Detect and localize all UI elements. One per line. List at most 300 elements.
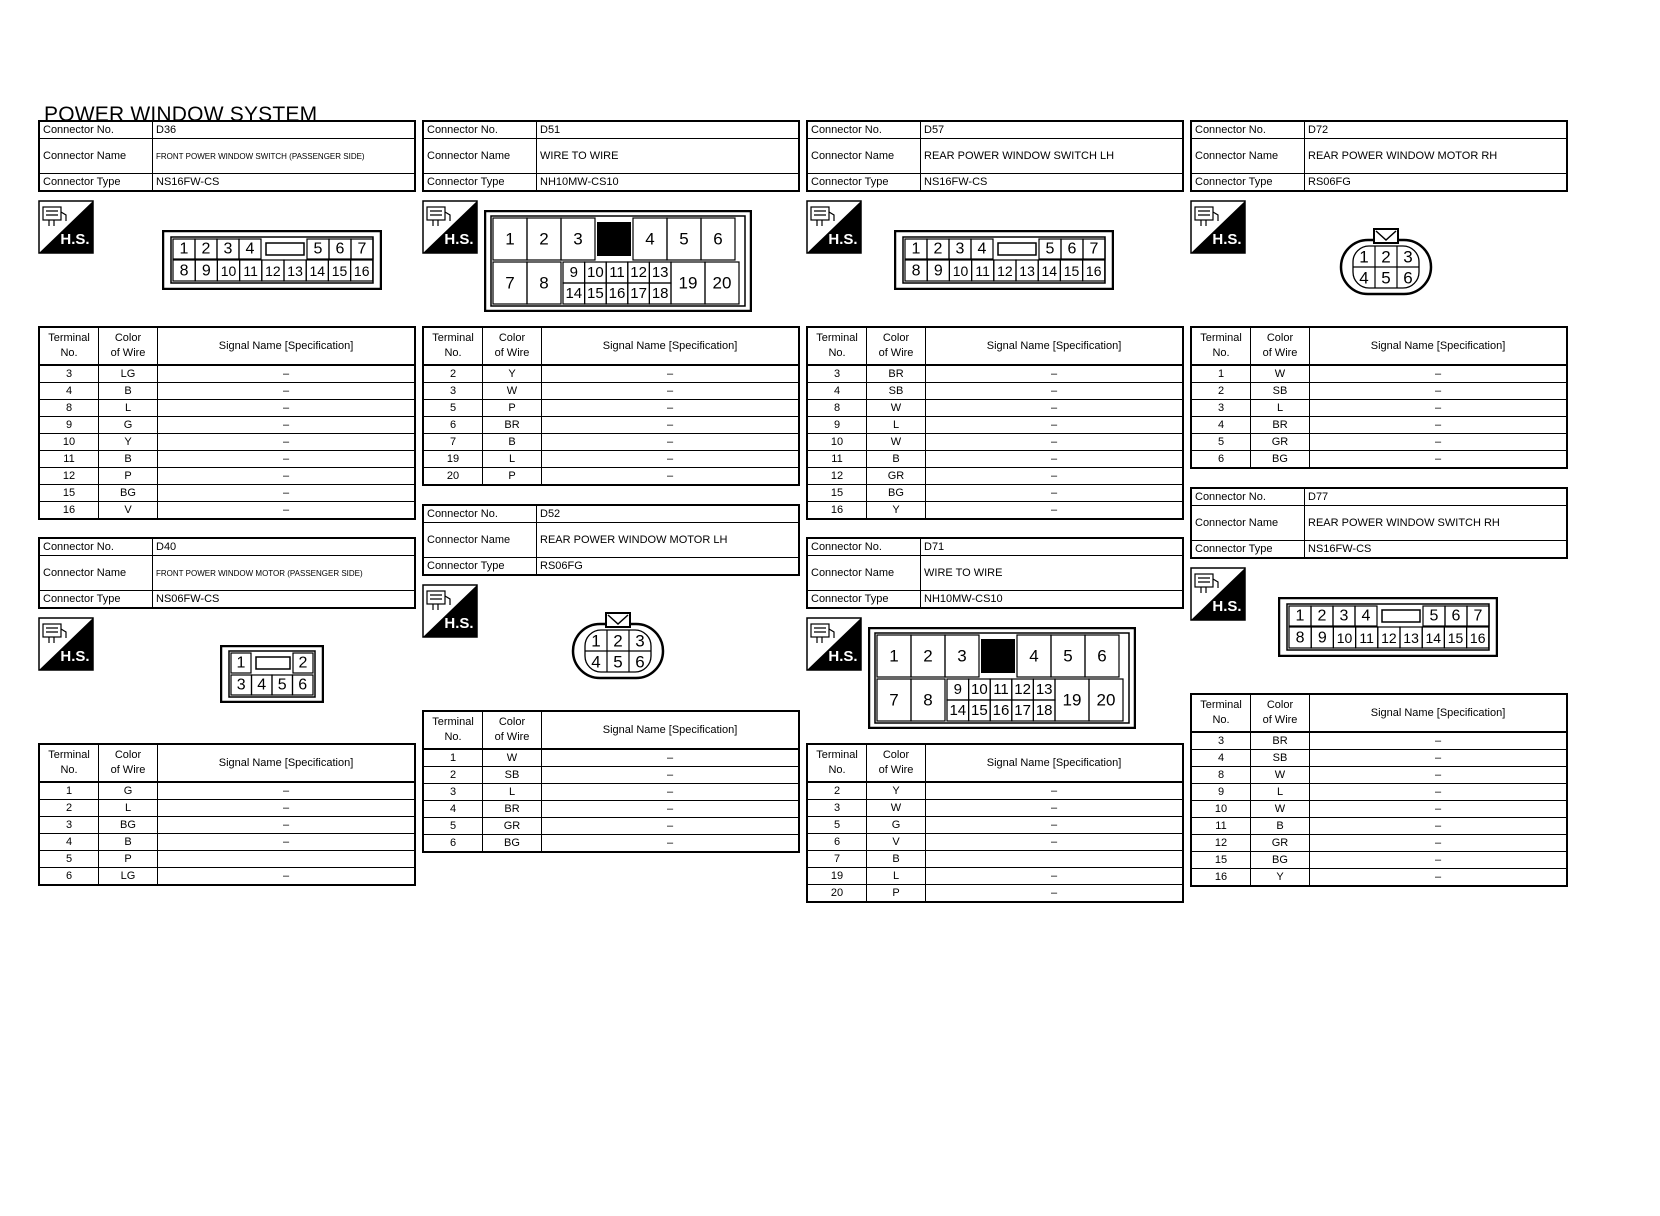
signal-name-header: Signal Name [Specification] xyxy=(542,711,800,749)
pin-number: 13 xyxy=(1035,681,1053,698)
table-row xyxy=(807,417,1183,434)
hs-label: H.S. xyxy=(444,231,474,248)
terminal-table xyxy=(806,326,1184,520)
wire-color: G xyxy=(867,817,926,834)
connector-no-value: D71 xyxy=(921,538,1184,556)
harness-connector-icon xyxy=(806,200,862,254)
connector-face-ns06 xyxy=(220,645,324,703)
signal-name: – xyxy=(1310,383,1568,400)
connector-no-label: Connector No. xyxy=(39,121,153,139)
terminal-no: 7 xyxy=(423,434,483,451)
table-row xyxy=(1191,400,1567,417)
terminal-no: 3 xyxy=(807,800,867,817)
terminal-no: 4 xyxy=(423,801,483,818)
page-title: POWER WINDOW SYSTEM xyxy=(44,103,318,126)
pin-number: 6 xyxy=(1097,646,1107,666)
signal-name: – xyxy=(158,400,416,417)
terminal-no-header: Terminal No. xyxy=(1191,694,1251,732)
terminal-no: 11 xyxy=(39,451,99,468)
terminal-no: 8 xyxy=(1191,767,1251,784)
terminal-no: 3 xyxy=(423,784,483,801)
pin-number: 19 xyxy=(678,273,698,293)
table-row xyxy=(39,834,415,851)
pin-number: 1 xyxy=(889,646,899,666)
pin-number: 7 xyxy=(1089,240,1099,258)
wire-color: V xyxy=(867,834,926,851)
terminal-no: 20 xyxy=(423,468,483,486)
table-row xyxy=(1191,451,1567,469)
wire-color: L xyxy=(483,451,542,468)
terminal-no: 1 xyxy=(423,749,483,767)
table-row xyxy=(423,451,799,468)
signal-name: – xyxy=(926,417,1184,434)
harness-connector-icon xyxy=(806,617,862,671)
signal-name: – xyxy=(542,434,800,451)
signal-name: – xyxy=(926,383,1184,400)
terminal-no: 6 xyxy=(39,868,99,886)
pin-number: 3 xyxy=(1403,247,1413,267)
terminal-table xyxy=(422,326,800,486)
terminal-no: 20 xyxy=(807,885,867,903)
wire-color: P xyxy=(483,400,542,417)
signal-name: – xyxy=(1310,835,1568,852)
wire-color: P xyxy=(483,468,542,486)
table-row xyxy=(807,400,1183,417)
signal-name: – xyxy=(158,782,416,800)
pin-number: 18 xyxy=(651,285,669,302)
wire-color: L xyxy=(1251,784,1310,801)
table-row xyxy=(39,365,415,383)
pin-number: 14 xyxy=(309,263,326,279)
terminal-no: 4 xyxy=(39,834,99,851)
terminal-no: 10 xyxy=(39,434,99,451)
signal-name: – xyxy=(542,835,800,853)
wire-color: GR xyxy=(867,468,926,485)
pin-number: 3 xyxy=(957,646,967,666)
terminal-no: 1 xyxy=(39,782,99,800)
wire-color: BR xyxy=(867,365,926,383)
table-row xyxy=(423,417,799,434)
connector-face xyxy=(484,210,752,317)
pin-number: 2 xyxy=(1317,607,1327,625)
table-row xyxy=(1191,365,1567,383)
terminal-no: 2 xyxy=(39,800,99,817)
wire-color: L xyxy=(483,784,542,801)
wire-color: Y xyxy=(867,782,926,800)
connector-no-value: D36 xyxy=(153,121,416,139)
pin-number: 4 xyxy=(645,229,655,249)
signal-name: – xyxy=(926,868,1184,885)
terminal-no: 16 xyxy=(807,502,867,520)
harness-side-badge xyxy=(422,584,478,643)
terminal-no: 3 xyxy=(1191,732,1251,750)
terminal-no: 3 xyxy=(39,365,99,383)
signal-name: – xyxy=(926,834,1184,851)
terminal-no: 3 xyxy=(423,383,483,400)
pin-number: 2 xyxy=(201,240,211,258)
pin-number: 5 xyxy=(679,229,689,249)
pin-number: 12 xyxy=(997,263,1013,279)
hs-label: H.S. xyxy=(444,615,474,632)
signal-name: – xyxy=(542,468,800,486)
signal-name: – xyxy=(542,383,800,400)
terminal-no: 5 xyxy=(807,817,867,834)
table-row xyxy=(1191,383,1567,400)
pin-number: 16 xyxy=(992,702,1010,719)
signal-name: – xyxy=(1310,818,1568,835)
wire-color: BR xyxy=(483,417,542,434)
harness-side-badge xyxy=(806,617,862,676)
wire-color: BR xyxy=(1251,417,1310,434)
pin-number: 15 xyxy=(1063,263,1080,279)
pin-number: 2 xyxy=(298,654,308,672)
color-of-wire-header: Color of Wire xyxy=(483,711,542,749)
wire-color: BG xyxy=(1251,852,1310,869)
table-row xyxy=(1191,417,1567,434)
connector-diagram xyxy=(806,609,1184,743)
wire-color: W xyxy=(867,400,926,417)
signal-name: – xyxy=(542,451,800,468)
terminal-no: 15 xyxy=(807,485,867,502)
wire-color: B xyxy=(99,834,158,851)
connector-no-value: D40 xyxy=(153,538,416,556)
wire-color: Y xyxy=(1251,869,1310,887)
terminal-no: 3 xyxy=(1191,400,1251,417)
wire-color: L xyxy=(99,400,158,417)
color-of-wire-header: Color of Wire xyxy=(1251,327,1310,365)
table-row xyxy=(1191,784,1567,801)
table-row xyxy=(39,400,415,417)
table-row xyxy=(807,383,1183,400)
connector-block xyxy=(422,504,800,853)
harness-side-badge xyxy=(1190,200,1246,259)
pin-number: 16 xyxy=(608,285,626,302)
signal-name: – xyxy=(926,468,1184,485)
pin-number: 4 xyxy=(977,240,987,258)
terminal-no: 5 xyxy=(39,851,99,868)
table-row xyxy=(39,434,415,451)
connector-type-label: Connector Type xyxy=(807,591,921,609)
wire-color: BG xyxy=(99,817,158,834)
pin-number: 11 xyxy=(1359,630,1374,646)
terminal-no: 16 xyxy=(39,502,99,520)
table-row xyxy=(807,485,1183,502)
terminal-no: 4 xyxy=(807,383,867,400)
signal-name: – xyxy=(1310,869,1568,887)
color-of-wire-header: Color of Wire xyxy=(99,327,158,365)
connector-name-label: Connector Name xyxy=(807,556,921,591)
connector-face-ns16 xyxy=(1278,597,1498,657)
pin-number: 14 xyxy=(1425,630,1442,646)
signal-name xyxy=(158,851,416,868)
wire-color: L xyxy=(867,417,926,434)
signal-name-header: Signal Name [Specification] xyxy=(158,744,416,782)
harness-connector-icon xyxy=(422,200,478,254)
signal-name: – xyxy=(542,749,800,767)
signal-name: – xyxy=(158,417,416,434)
table-row xyxy=(1191,767,1567,784)
table-row xyxy=(807,502,1183,520)
signal-name: – xyxy=(542,801,800,818)
signal-name: – xyxy=(542,767,800,784)
pin-number: 13 xyxy=(651,264,669,281)
wire-color: GR xyxy=(1251,434,1310,451)
signal-name: – xyxy=(158,817,416,834)
signal-name: – xyxy=(542,365,800,383)
table-row xyxy=(807,817,1183,834)
connector-header xyxy=(1190,487,1568,559)
connector-face xyxy=(220,645,324,708)
signal-name-header: Signal Name [Specification] xyxy=(158,327,416,365)
hs-label: H.S. xyxy=(60,231,90,248)
terminal-no: 2 xyxy=(807,782,867,800)
pin-number: 12 xyxy=(630,264,647,281)
signal-name: – xyxy=(158,434,416,451)
connector-face-rs06 xyxy=(1338,226,1434,298)
pin-number: 1 xyxy=(179,240,189,258)
connector-face xyxy=(570,610,666,687)
table-row xyxy=(423,749,799,767)
harness-connector-icon xyxy=(1190,200,1246,254)
pin-number: 5 xyxy=(1063,646,1073,666)
pin-number: 3 xyxy=(236,676,246,694)
signal-name-header: Signal Name [Specification] xyxy=(926,327,1184,365)
pin-number: 4 xyxy=(245,240,255,258)
signal-name-header: Signal Name [Specification] xyxy=(542,327,800,365)
wire-color: SB xyxy=(1251,383,1310,400)
connector-face xyxy=(162,230,382,295)
hs-label: H.S. xyxy=(60,648,90,665)
pin-number: 13 xyxy=(1403,630,1419,646)
pin-number: 8 xyxy=(1295,629,1305,647)
signal-name: – xyxy=(926,800,1184,817)
harness-side-badge xyxy=(422,200,478,259)
hs-label: H.S. xyxy=(828,648,858,665)
signal-name: – xyxy=(1310,852,1568,869)
pin-number: 6 xyxy=(1067,240,1077,258)
pin-number: 1 xyxy=(591,631,601,651)
terminal-no: 4 xyxy=(39,383,99,400)
terminal-table xyxy=(806,743,1184,903)
color-of-wire-header: Color of Wire xyxy=(867,327,926,365)
wire-color: W xyxy=(1251,767,1310,784)
harness-side-badge xyxy=(38,200,94,259)
connector-name-value: WIRE TO WIRE xyxy=(537,139,800,174)
connector-no-label: Connector No. xyxy=(807,538,921,556)
pin-number: 6 xyxy=(713,229,723,249)
pin-number: 11 xyxy=(609,264,625,281)
pin-number: 15 xyxy=(1447,630,1464,646)
pin-number: 4 xyxy=(257,676,267,694)
connector-name-value: FRONT POWER WINDOW SWITCH (PASSENGER SIDE) xyxy=(153,139,416,174)
signal-name: – xyxy=(926,485,1184,502)
connector-diagram xyxy=(1190,559,1568,693)
pin-number: 11 xyxy=(243,263,258,279)
pin-number: 3 xyxy=(635,631,645,651)
pin-number: 7 xyxy=(505,273,515,293)
color-of-wire-header: Color of Wire xyxy=(99,744,158,782)
pin-number: 12 xyxy=(1381,630,1397,646)
terminal-no: 9 xyxy=(1191,784,1251,801)
hs-label: H.S. xyxy=(1212,231,1242,248)
connector-no-value: D57 xyxy=(921,121,1184,139)
connector-block xyxy=(1190,487,1568,887)
connector-type-value: NH10MW-CS10 xyxy=(537,174,800,192)
table-row xyxy=(423,818,799,835)
pin-number: 8 xyxy=(923,690,933,710)
pin-number: 7 xyxy=(1473,607,1483,625)
wire-color: Y xyxy=(99,434,158,451)
table-row xyxy=(1191,835,1567,852)
table-row xyxy=(423,767,799,784)
signal-name: – xyxy=(926,885,1184,903)
pin-number: 7 xyxy=(357,240,367,258)
signal-name-header: Signal Name [Specification] xyxy=(926,744,1184,782)
pin-number: 3 xyxy=(955,240,965,258)
connector-name-label: Connector Name xyxy=(39,139,153,174)
pin-number: 14 xyxy=(1041,263,1058,279)
connector-type-label: Connector Type xyxy=(1191,174,1305,192)
terminal-no: 11 xyxy=(1191,818,1251,835)
signal-name: – xyxy=(926,502,1184,520)
pin-number: 9 xyxy=(201,262,211,280)
connector-name-value: REAR POWER WINDOW SWITCH LH xyxy=(921,139,1184,174)
signal-name: – xyxy=(1310,434,1568,451)
wire-color: W xyxy=(1251,365,1310,383)
wire-color: W xyxy=(867,800,926,817)
wire-color: LG xyxy=(99,868,158,886)
connector-type-label: Connector Type xyxy=(39,174,153,192)
connector-name-label: Connector Name xyxy=(39,556,153,591)
terminal-no: 8 xyxy=(807,400,867,417)
terminal-no: 6 xyxy=(807,834,867,851)
wire-color: B xyxy=(867,851,926,868)
pin-number: 6 xyxy=(1403,268,1413,288)
table-row xyxy=(39,383,415,400)
pin-number: 12 xyxy=(265,263,281,279)
pin-number: 2 xyxy=(923,646,933,666)
connector-header xyxy=(38,120,416,192)
terminal-table xyxy=(1190,326,1568,469)
terminal-no-header: Terminal No. xyxy=(423,711,483,749)
table-row xyxy=(39,468,415,485)
pin-number: 2 xyxy=(933,240,943,258)
pin-number: 1 xyxy=(1359,247,1369,267)
terminal-no: 4 xyxy=(1191,750,1251,767)
connector-type-value: NS16FW-CS xyxy=(921,174,1184,192)
terminal-table xyxy=(38,326,416,520)
terminal-no-header: Terminal No. xyxy=(423,327,483,365)
wire-color: SB xyxy=(1251,750,1310,767)
wire-color: P xyxy=(867,885,926,903)
wire-color: L xyxy=(867,868,926,885)
signal-name: – xyxy=(926,365,1184,383)
connector-no-value: D77 xyxy=(1305,488,1568,506)
pin-number: 1 xyxy=(236,654,246,672)
wire-color: B xyxy=(99,383,158,400)
pin-number: 5 xyxy=(1381,268,1391,288)
connector-diagram xyxy=(806,192,1184,326)
signal-name: – xyxy=(158,834,416,851)
terminal-table xyxy=(38,743,416,886)
terminal-no: 4 xyxy=(1191,417,1251,434)
pin-number: 15 xyxy=(331,263,348,279)
pin-number: 4 xyxy=(1029,646,1039,666)
table-row xyxy=(423,383,799,400)
signal-name: – xyxy=(158,485,416,502)
pin-number: 4 xyxy=(1361,607,1371,625)
table-row xyxy=(807,885,1183,903)
signal-name: – xyxy=(1310,767,1568,784)
table-row xyxy=(807,468,1183,485)
connector-name-value: WIRE TO WIRE xyxy=(921,556,1184,591)
wire-color: BR xyxy=(1251,732,1310,750)
pin-number: 6 xyxy=(298,676,308,694)
terminal-no: 6 xyxy=(423,835,483,853)
wire-color: G xyxy=(99,782,158,800)
pin-number: 15 xyxy=(971,702,988,719)
connector-no-label: Connector No. xyxy=(1191,121,1305,139)
pin-number: 10 xyxy=(1336,630,1353,646)
connector-diagram xyxy=(422,192,800,326)
terminal-no: 6 xyxy=(423,417,483,434)
connector-face xyxy=(1278,597,1498,662)
connector-no-label: Connector No. xyxy=(1191,488,1305,506)
pin-number: 16 xyxy=(1469,630,1486,646)
table-row xyxy=(423,400,799,417)
harness-connector-icon xyxy=(1190,567,1246,621)
pin-number: 11 xyxy=(975,263,990,279)
wire-color: W xyxy=(1251,801,1310,818)
color-of-wire-header: Color of Wire xyxy=(867,744,926,782)
pin-number: 2 xyxy=(539,229,549,249)
wire-color: P xyxy=(99,851,158,868)
pin-number: 4 xyxy=(1359,268,1369,288)
signal-name-header: Signal Name [Specification] xyxy=(1310,694,1568,732)
connector-block xyxy=(806,120,1184,520)
wire-color: Y xyxy=(867,502,926,520)
signal-name: – xyxy=(926,451,1184,468)
terminal-no: 3 xyxy=(39,817,99,834)
connector-diagram xyxy=(422,576,800,710)
table-row xyxy=(1191,434,1567,451)
connector-header xyxy=(1190,120,1568,192)
pin-number: 9 xyxy=(569,264,578,281)
pin-number: 5 xyxy=(313,240,323,258)
terminal-no: 12 xyxy=(39,468,99,485)
wire-color: BG xyxy=(1251,451,1310,469)
connector-type-label: Connector Type xyxy=(807,174,921,192)
signal-name: – xyxy=(1310,732,1568,750)
wire-color: BG xyxy=(867,485,926,502)
harness-connector-icon xyxy=(38,200,94,254)
connector-no-label: Connector No. xyxy=(423,505,537,523)
terminal-no-header: Terminal No. xyxy=(807,744,867,782)
signal-name: – xyxy=(158,468,416,485)
pin-number: 15 xyxy=(587,285,604,302)
table-row xyxy=(807,365,1183,383)
table-row xyxy=(423,835,799,853)
signal-name: – xyxy=(926,782,1184,800)
connector-name-label: Connector Name xyxy=(1191,139,1305,174)
terminal-no: 9 xyxy=(807,417,867,434)
terminal-no: 8 xyxy=(39,400,99,417)
pin-number: 8 xyxy=(539,273,549,293)
wire-color: Y xyxy=(483,365,542,383)
wire-color: BG xyxy=(483,835,542,853)
connector-no-value: D52 xyxy=(537,505,800,523)
connector-name-value: REAR POWER WINDOW SWITCH RH xyxy=(1305,506,1568,541)
